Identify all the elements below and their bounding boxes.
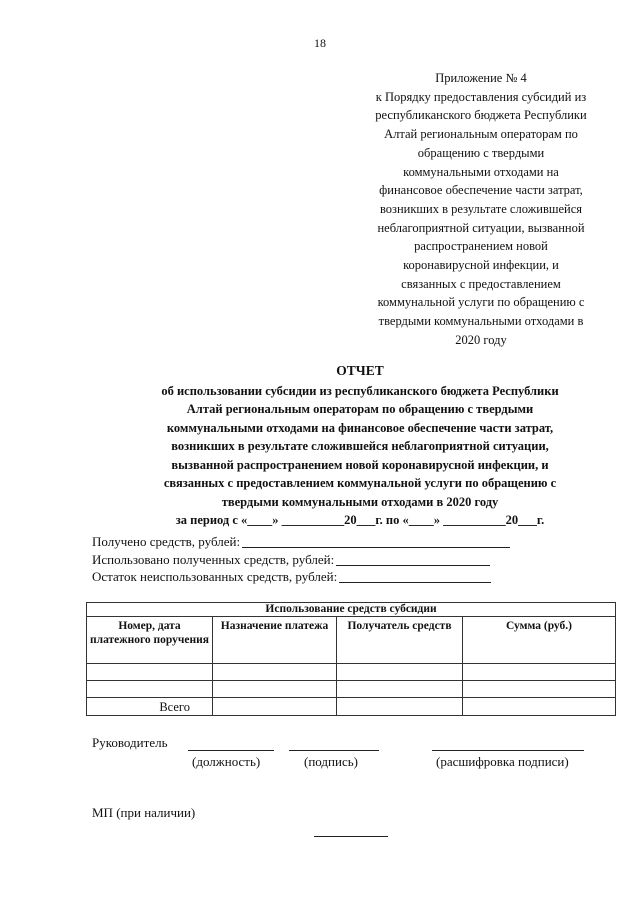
- table-total-row: [87, 698, 616, 716]
- table-row: [87, 681, 616, 698]
- table-header-row: [87, 617, 616, 664]
- appendix-line: твердыми коммунальными отходами в: [378, 314, 584, 329]
- table-title: Использование средств субсидии: [87, 603, 616, 617]
- appendix-line: финансовое обеспечение части затрат,: [379, 183, 583, 198]
- appendix-block: [338, 69, 624, 350]
- head-label: Руководитель: [92, 735, 168, 750]
- report-subtitle-line: возникших в результате сложившейся неблагоприятной ситуации,: [171, 439, 549, 453]
- report-title: ОТЧЕТ: [336, 363, 384, 378]
- report-subtitle-line: связанных с предоставлением коммунальной услуги по обращению с: [163, 476, 557, 490]
- column-header: Номер, дата платежного поручения: [87, 617, 213, 664]
- decode-caption: (расшифровка подписи): [436, 754, 569, 769]
- funds-received-field[interactable]: [242, 536, 510, 548]
- report-subtitle-line: об использовании субсидии из республиканского бюджета Республики: [161, 383, 559, 398]
- appendix-line: коммунальными отходами на: [403, 164, 559, 179]
- funds-remaining-row: [92, 568, 572, 586]
- appendix-line: 2020 году: [455, 332, 507, 347]
- appendix-line: связанных с предоставлением: [401, 276, 561, 291]
- column-header: Назначение платежа: [213, 617, 337, 664]
- table-cell[interactable]: [213, 698, 337, 716]
- table-cell[interactable]: [213, 681, 337, 698]
- appendix-line: обращению с твердыми: [417, 145, 545, 160]
- table-cell[interactable]: [337, 681, 463, 698]
- column-header: Получатель средств: [337, 617, 463, 664]
- table-cell[interactable]: [463, 681, 616, 698]
- table-row: [87, 664, 616, 681]
- appendix-line: коронавирусной инфекции, и: [403, 258, 559, 273]
- table-cell[interactable]: [337, 698, 463, 716]
- table-cell[interactable]: [463, 698, 616, 716]
- column-header: Сумма (руб.): [463, 617, 616, 664]
- appendix-line: возникших в результате сложившейся: [379, 201, 583, 216]
- position-line[interactable]: [188, 749, 274, 751]
- appendix-line: неблагоприятной ситуации, вызванной: [377, 220, 585, 235]
- table-cell[interactable]: [463, 664, 616, 681]
- sign-caption: (подпись): [304, 754, 358, 769]
- decode-line[interactable]: [432, 749, 584, 751]
- funds-used-row: [92, 551, 572, 569]
- table-cell[interactable]: [213, 664, 337, 681]
- funds-remaining-label: Остаток неиспользованных средств, рублей:: [92, 569, 338, 584]
- appendix-line: распространением новой: [414, 239, 548, 254]
- funds-received-row: [92, 533, 572, 551]
- appendix-line: к Порядку предоставления субсидий из: [375, 89, 587, 104]
- appendix-line: коммунальной услуги по обращению с: [377, 295, 585, 310]
- report-period: за период с «____» __________20___г. по «____» __________20___г.: [175, 513, 545, 527]
- funds-summary: [92, 533, 572, 586]
- report-subtitle-line: вызванной распространением новой коронавирусной инфекции, и: [171, 457, 549, 472]
- report-heading: [60, 362, 640, 530]
- report-subtitle-line: твердыми коммунальными отходами в 2020 году: [221, 494, 499, 509]
- table-cell[interactable]: [87, 664, 213, 681]
- total-label: Всего: [87, 698, 213, 716]
- appendix-line: Алтай региональным операторам по: [384, 127, 578, 142]
- funds-used-field[interactable]: [336, 554, 490, 566]
- report-subtitle-line: Алтай региональным операторам по обращению с твердыми: [186, 402, 534, 416]
- appendix-line: Приложение № 4: [435, 71, 527, 85]
- appendix-line: республиканского бюджета Республики: [375, 108, 587, 123]
- subsidy-usage-table: [86, 602, 616, 716]
- stamp-label: МП (при наличии): [92, 805, 196, 820]
- table-cell[interactable]: [87, 681, 213, 698]
- bottom-rule: [314, 836, 388, 837]
- table-cell[interactable]: [337, 664, 463, 681]
- sign-line[interactable]: [289, 749, 379, 751]
- funds-remaining-field[interactable]: [339, 571, 491, 583]
- funds-received-label: Получено средств, рублей:: [92, 534, 241, 549]
- report-subtitle-line: коммунальными отходами на финансовое обеспечение части затрат,: [166, 420, 554, 435]
- position-caption: (должность): [192, 754, 261, 769]
- page-number: 18: [314, 36, 326, 50]
- funds-used-label: Использовано полученных средств, рублей:: [92, 551, 335, 567]
